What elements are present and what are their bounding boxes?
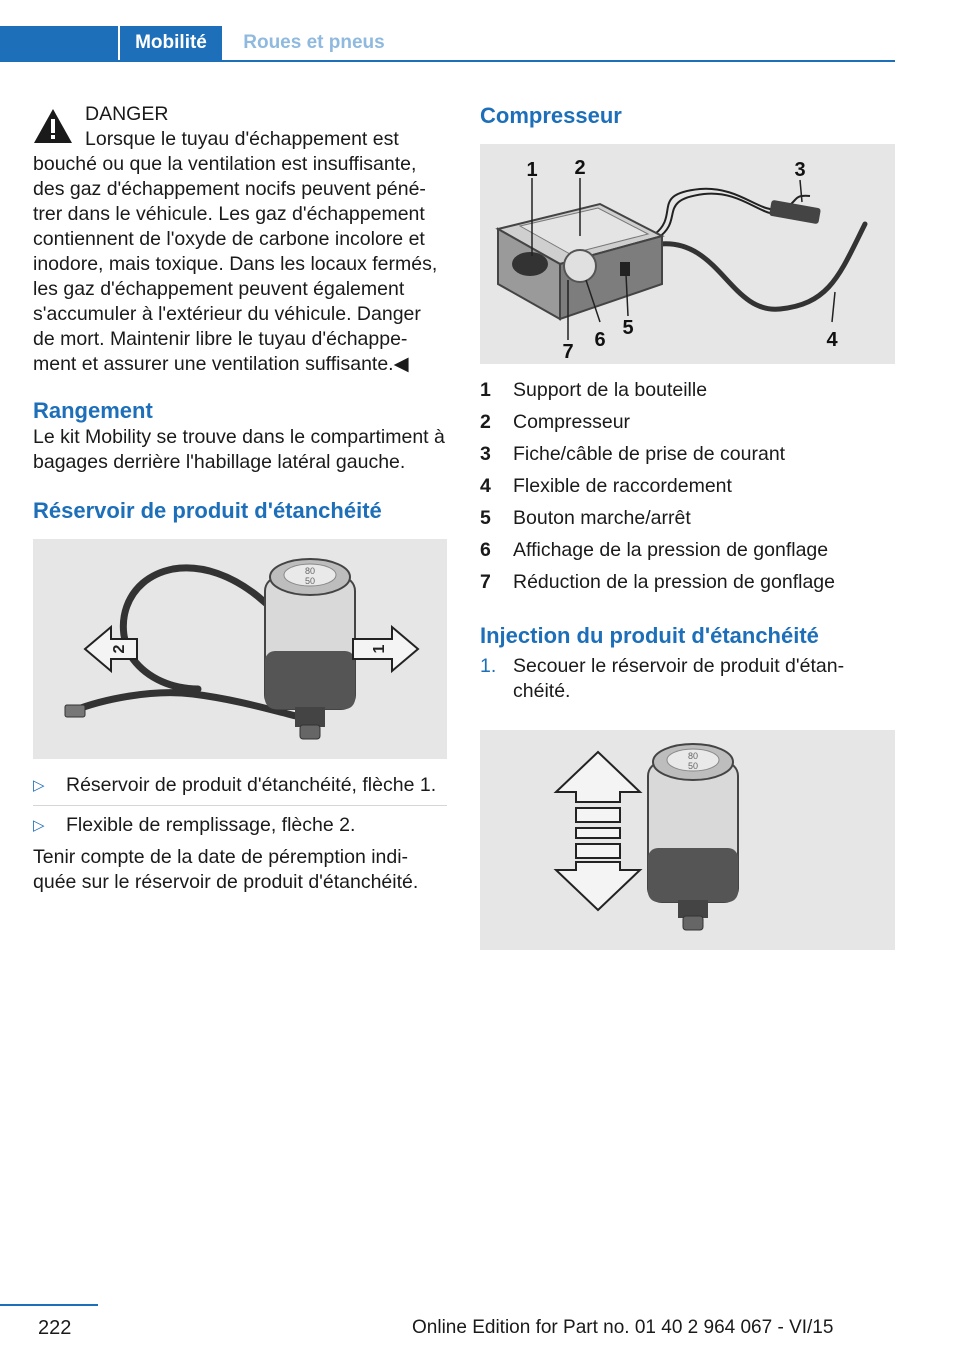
callout-4: 4 [826, 329, 838, 351]
shake-reservoir-illustration [480, 730, 895, 950]
callout-1: 1 [526, 159, 538, 181]
list-item: 1 Support de la bouteille [480, 379, 708, 401]
edition-footer: Online Edition for Part no. 01 40 2 964 067 - VI/15 [412, 1317, 834, 1338]
callout-7: 7 [562, 341, 574, 363]
arrow-1-label: 1 [371, 644, 388, 654]
tab-mobilite[interactable]: Mobilité [120, 26, 222, 60]
list-item: ▷ Réservoir de produit d'étanchéité, flèche 1. [33, 773, 447, 806]
left-column [33, 102, 447, 895]
triangle-bullet-icon: ▷ [33, 777, 45, 794]
danger-text: bouché ou que la ventilation est insuffisante, des gaz d'échappement nocifs peuvent péné‐trer dans le véhicule. Les gaz d'échappement contiennent de l'oxyde de carbone incolore et inodore, mais toxique. Dans les locaux fermés, les gaz d'échappement peuvent également s'accumuler à l'extérieur du véhicule. Danger de mort. Maintenir libre le tuyau d'échappe‐ment et assurer une ventilation suffisante.◀ [33, 153, 438, 375]
reservoir-bullets [33, 773, 447, 845]
shake-reservoir-figure [480, 730, 895, 950]
danger-first-line: Lorsque le tuyau d'échappement est [85, 128, 399, 150]
header-tab-spacer [0, 26, 118, 60]
list-item: 1. Secouer le réservoir de produit d'étan‐chéité. [480, 655, 845, 702]
list-item: 6 Affichage de la pression de gonflage [480, 539, 829, 561]
arrow-2-label: 2 [111, 644, 128, 654]
callout-6: 6 [594, 329, 606, 351]
danger-title: DANGER [85, 103, 169, 125]
shake-gauge-top-label: 80 [687, 751, 699, 761]
sealant-reservoir-figure [33, 539, 447, 759]
page-number: 222 [38, 1317, 72, 1339]
right-column [480, 102, 895, 950]
reservoir-gauge-bottom-label: 50 [304, 576, 316, 586]
compressor-parts-list [480, 374, 895, 598]
header-rule [0, 60, 895, 62]
shake-gauge-bottom-label: 50 [687, 761, 699, 771]
injection-heading: Injection du produit d'étanchéité [480, 623, 819, 648]
rangement-heading: Rangement [33, 398, 153, 423]
list-item: 2 Compresseur [480, 411, 631, 433]
list-item: 4 Flexible de raccordement [480, 475, 732, 497]
sealant-reservoir-illustration [33, 539, 447, 759]
callout-5: 5 [622, 317, 634, 339]
list-item: 5 Bouton marche/arrêt [480, 507, 691, 529]
list-item: ▷ Flexible de remplissage, flèche 2. [33, 814, 356, 836]
reservoir-gauge-top-label: 80 [304, 566, 316, 576]
chapter-header [0, 26, 895, 62]
danger-warning [33, 102, 447, 377]
compressor-figure [480, 144, 895, 364]
list-item: 7 Réduction de la pression de gonflage [480, 571, 835, 593]
tab-roues-et-pneus[interactable]: Roues et pneus [243, 32, 385, 53]
callout-3: 3 [794, 159, 806, 181]
triangle-bullet-icon: ▷ [33, 817, 45, 834]
footer-rule [0, 1304, 98, 1306]
compressor-illustration [480, 144, 895, 364]
rangement-text: Le kit Mobility se trouve dans le compartiment à bagages derrière l'habillage latéral gauche. [33, 426, 445, 473]
reservoir-note: Tenir compte de la date de péremption indi‐quée sur le réservoir de produit d'étanchéité. [33, 846, 419, 893]
reservoir-heading: Réservoir de produit d'étanchéité [33, 498, 382, 523]
warning-triangle-icon [33, 108, 73, 144]
list-item: 3 Fiche/câble de prise de courant [480, 443, 786, 465]
compresseur-heading: Compresseur [480, 103, 622, 128]
callout-2: 2 [574, 157, 586, 179]
